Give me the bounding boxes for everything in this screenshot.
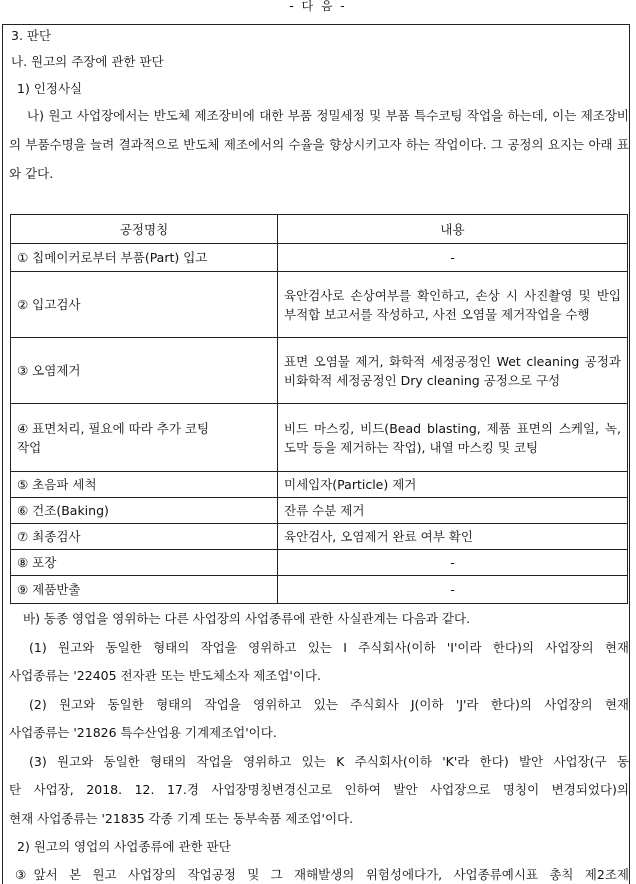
fact-2-line-2: 사업종류는 '21826 특수산업용 기계제조업'이다. bbox=[9, 725, 277, 740]
header-process-name: 공정명칭 bbox=[11, 215, 278, 244]
process-name-cell: ⑥ 건조(Baking) bbox=[11, 498, 278, 524]
process-content-cell: - bbox=[278, 244, 628, 272]
process-name-cell: ⑨ 제품반출 bbox=[11, 576, 278, 604]
fact-3-line-3: 현재 사업종류는 '21835 각종 기계 또는 동부속품 제조업'이다. bbox=[9, 811, 354, 826]
section-2-title: 2) 원고의 영업의 사업종류에 관한 판단 bbox=[17, 839, 231, 854]
section-1-title: 1) 인정사실 bbox=[17, 81, 83, 96]
process-name-cell: ② 입고검사 bbox=[11, 272, 278, 338]
table-row bbox=[11, 550, 628, 576]
table-row bbox=[11, 576, 628, 604]
fact-1-line-1: (1) 원고와 동일한 형태의 작업을 영위하고 있는 I 주식회사(이하 'I'이라 한다)의 사업장의 현재 bbox=[29, 640, 629, 655]
fact-2-line-1: (2) 원고와 동일한 형태의 작업을 영위하고 있는 주식회사 J(이하 'J'라 한다)의 사업장의 현재 bbox=[29, 697, 629, 712]
table-row bbox=[11, 272, 628, 338]
process-content-cell: 미세입자(Particle) 제거 bbox=[278, 472, 628, 498]
section-3-title: 3. 판단 bbox=[11, 28, 52, 43]
facts-intro: 바) 동종 영업을 영위하는 다른 사업장의 사업종류에 관한 사실관계는 다음과 같다. bbox=[23, 611, 471, 626]
process-name-cell: ④ 표면처리, 필요에 따라 추가 코팅작업 bbox=[11, 404, 278, 472]
document-frame bbox=[2, 24, 630, 884]
table-row bbox=[11, 524, 628, 550]
table-row bbox=[11, 338, 628, 404]
process-name-cell: ⑤ 초음파 세척 bbox=[11, 472, 278, 498]
table-row bbox=[11, 472, 628, 498]
table-row bbox=[11, 498, 628, 524]
process-table bbox=[10, 214, 628, 604]
process-name-cell: ③ 오염제거 bbox=[11, 338, 278, 404]
section-na-title: 나. 원고의 주장에 관한 판단 bbox=[11, 54, 164, 69]
process-content-cell: 육안검사로 손상여부를 확인하고, 손상 시 사진촬영 및 반입 부적합 보고서를 작성하고, 사전 오염물 제거작업을 수행 bbox=[278, 272, 628, 338]
judgment-line-1: ③앞서 본 원고 사업장의 작업공정 및 그 재해발생의 위험성에다가, 사업종류예시표 총칙 제2조제 bbox=[15, 867, 629, 882]
fact-1-line-2: 사업종류는 '22405 전자관 또는 반도체소자 제조업'이다. bbox=[9, 668, 321, 683]
page-heading: - 다 음 - bbox=[289, 0, 347, 13]
table-header-row bbox=[11, 215, 628, 244]
process-name-cell: ① 칩메이커로부터 부품(Part) 입고 bbox=[11, 244, 278, 272]
process-content-cell: - bbox=[278, 550, 628, 576]
header-content: 내용 bbox=[278, 215, 628, 244]
fact-3-line-2: 탄 사업장, 2018. 12. 17.경 사업장명칭변경신고로 인하여 발안 사업장으로 명칭이 변경되었다)의 bbox=[9, 782, 629, 797]
fact-3-line-1: (3) 원고와 동일한 형태의 작업을 영위하고 있는 K 주식회사(이하 'K'라 한다) 발안 사업장(구 동 bbox=[29, 754, 629, 769]
process-content-cell: 표면 오염물 제거, 화학적 세정공정인 Wet cleaning 공정과 비화학적 세정공정인 Dry cleaning 공정으로 구성 bbox=[278, 338, 628, 404]
process-content-cell: 육안검사, 오염제거 완료 여부 확인 bbox=[278, 524, 628, 550]
table-row bbox=[11, 244, 628, 272]
process-content-cell: 잔류 수분 제거 bbox=[278, 498, 628, 524]
process-content-cell: - bbox=[278, 576, 628, 604]
process-name-cell: ⑧ 포장 bbox=[11, 550, 278, 576]
table-row bbox=[11, 404, 628, 472]
process-name-cell: ⑦ 최종검사 bbox=[11, 524, 278, 550]
intro-paragraph: 나) 원고 사업장에서는 반도체 제조장비에 대한 부품 정밀세정 및 부품 특수코팅 작업을 하는데, 이는 제조장비의 부품수명을 늘려 결과적으로 반도체 제조에서의 수율을 향상시키고자 하는 작업이다. 그 공정의 요지는 아래 표와 같다. bbox=[9, 108, 629, 181]
process-content-cell: 비드 마스킹, 비드(Bead blasting, 제품 표면의 스케일, 녹, 도막 등을 제거하는 작업), 내열 마스킹 및 코팅 bbox=[278, 404, 628, 472]
